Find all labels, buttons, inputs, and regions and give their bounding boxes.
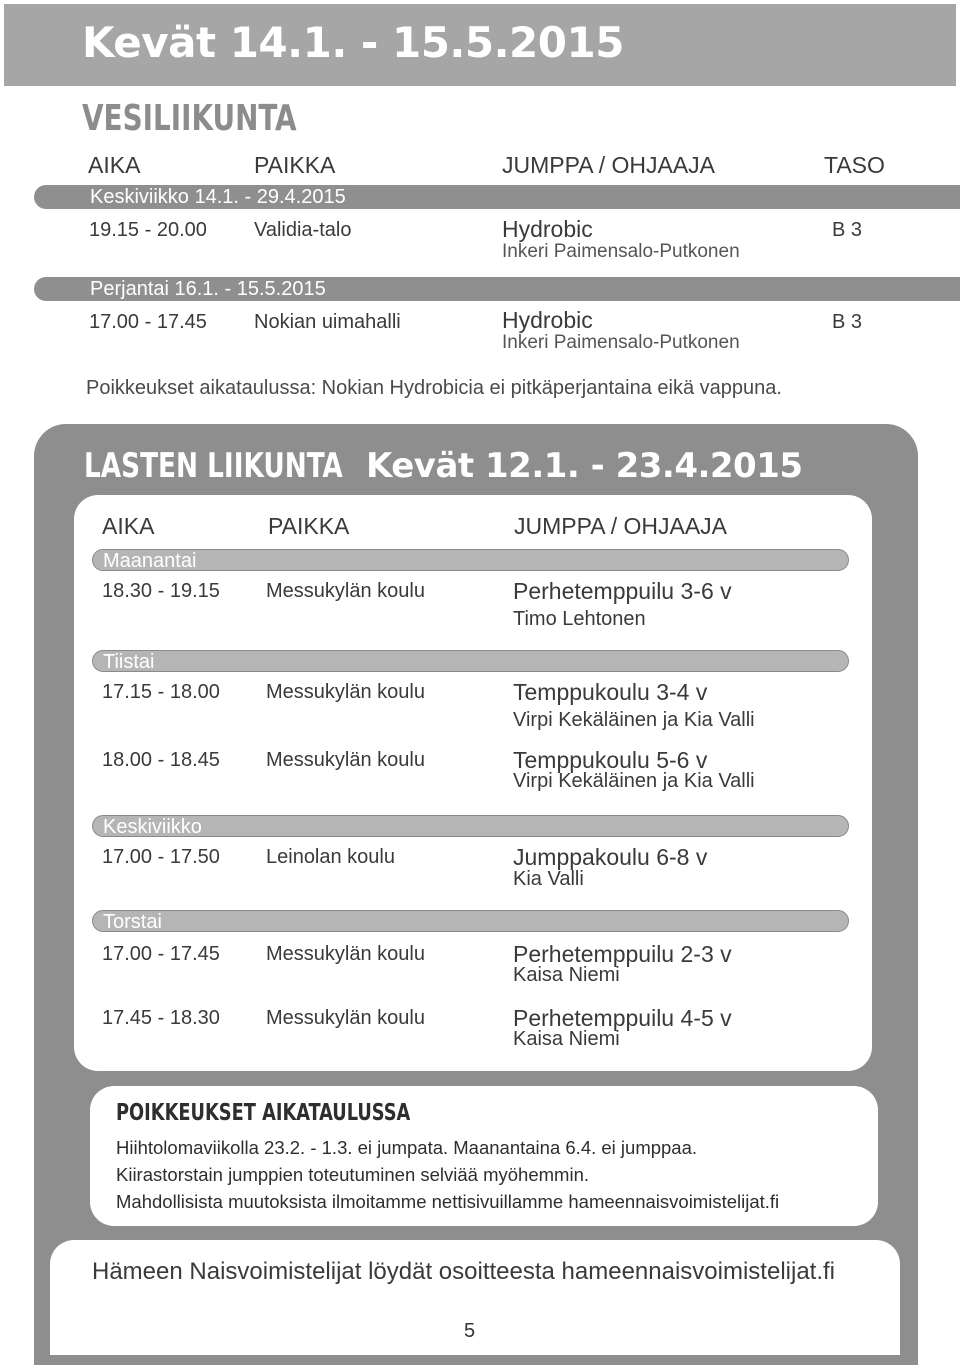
- row-time: 18.00 - 18.45: [102, 749, 220, 771]
- day-pill-tiistai: Tiistai: [92, 650, 849, 672]
- row-instructor: Virpi Kekäläinen ja Kia Valli: [513, 709, 755, 731]
- page-title: Kevät 14.1. - 15.5.2015: [82, 18, 624, 67]
- day-bar-perjantai: Perjantai 16.1. - 15.5.2015: [34, 277, 960, 301]
- vesiliikunta-title: VESILIIKUNTA: [82, 98, 297, 139]
- row-instructor: Virpi Kekäläinen ja Kia Valli: [513, 770, 755, 792]
- row-time: 17.45 - 18.30: [102, 1007, 220, 1029]
- exception-line: Mahdollisista muutoksista ilmoitamme nettisivuillamme hameennaisvoimistelijat.fi: [116, 1191, 780, 1212]
- session-class: Hydrobic: [502, 216, 593, 242]
- row-instructor: Kaisa Niemi: [513, 1028, 620, 1050]
- session-time: 17.00 - 17.45: [89, 311, 207, 333]
- session-instructor: Inkeri Paimensalo-Putkonen: [502, 332, 740, 353]
- day-pill-keskiviikko: Keskiviikko: [92, 815, 849, 837]
- row-class: Perhetemppuilu 4-5 v: [513, 1005, 732, 1031]
- column-header-aika: AIKA: [88, 152, 141, 178]
- exceptions-title: POIKKEUKSET AIKATAULUSSA: [116, 1100, 411, 1126]
- row-place: Messukylän koulu: [266, 943, 425, 965]
- row-instructor: Kia Valli: [513, 868, 584, 890]
- row-place: Messukylän koulu: [266, 1007, 425, 1029]
- column-header-jumppa: JUMPPA / OHJAAJA: [514, 513, 728, 539]
- row-class: Temppukoulu 3-4 v: [513, 679, 708, 705]
- row-class: Jumppakoulu 6-8 v: [513, 844, 708, 870]
- row-time: 18.30 - 19.15: [102, 580, 220, 602]
- session-time: 19.15 - 20.00: [89, 219, 207, 241]
- day-pill-torstai: Torstai: [92, 910, 849, 932]
- exceptions-note: Poikkeukset aikataulussa: Nokian Hydrobicia ei pitkäperjantaina eikä vappuna.: [86, 377, 782, 399]
- row-time: 17.00 - 17.45: [102, 943, 220, 965]
- session-level: B 3: [832, 311, 863, 333]
- row-class: Perhetemppuilu 3-6 v: [513, 578, 732, 604]
- session-instructor: Inkeri Paimensalo-Putkonen: [502, 241, 740, 262]
- row-class: Perhetemppuilu 2-3 v: [513, 941, 732, 967]
- column-header-aika: AIKA: [102, 513, 155, 539]
- row-time: 17.15 - 18.00: [102, 681, 220, 703]
- row-place: Messukylän koulu: [266, 580, 425, 602]
- row-class: Temppukoulu 5-6 v: [513, 747, 708, 773]
- column-header-taso: TASO: [824, 152, 885, 178]
- row-place: Messukylän koulu: [266, 749, 425, 771]
- column-header-jumppa: JUMPPA / OHJAAJA: [502, 152, 716, 178]
- row-time: 17.00 - 17.50: [102, 846, 220, 868]
- exception-line: Kiirastorstain jumppien toteutuminen selviää myöhemmin.: [116, 1164, 589, 1185]
- lasten-liikunta-title: LASTEN LIIKUNTA: [84, 446, 343, 486]
- session-class: Hydrobic: [502, 307, 593, 333]
- session-place: Nokian uimahalli: [254, 311, 401, 333]
- row-place: Leinolan koulu: [266, 846, 395, 868]
- row-instructor: Timo Lehtonen: [513, 608, 646, 630]
- lasten-liikunta-subtitle: Kevät 12.1. - 23.4.2015: [366, 446, 803, 486]
- session-level: B 3: [832, 219, 863, 241]
- row-place: Messukylän koulu: [266, 681, 425, 703]
- day-bar-keskiviikko: Keskiviikko 14.1. - 29.4.2015: [34, 185, 960, 209]
- session-place: Validia-talo: [254, 219, 352, 241]
- exception-line: Hiihtolomaviikolla 23.2. - 1.3. ei jumpata. Maanantaina 6.4. ei jumppaa.: [116, 1137, 698, 1158]
- column-header-paikka: PAIKKA: [268, 513, 350, 539]
- row-instructor: Kaisa Niemi: [513, 964, 620, 986]
- footer-text: Hämeen Naisvoimistelijat löydät osoitteesta hameennaisvoimistelijat.fi: [92, 1258, 836, 1285]
- page-number: 5: [464, 1320, 476, 1342]
- column-header-paikka: PAIKKA: [254, 152, 336, 178]
- day-pill-maanantai: Maanantai: [92, 549, 849, 571]
